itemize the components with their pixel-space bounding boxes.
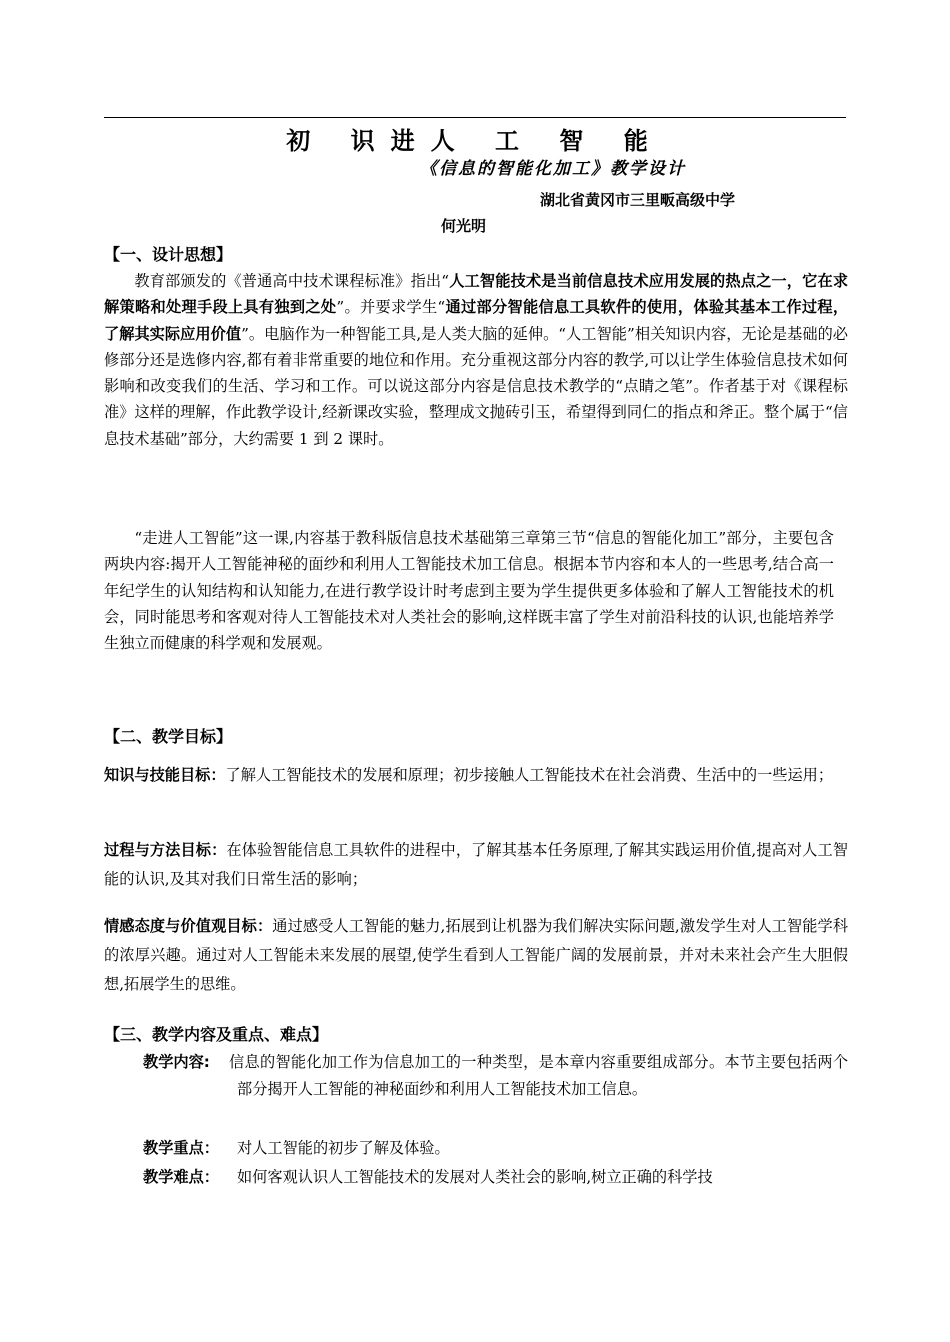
goal-label: 情感态度与价值观目标： xyxy=(104,917,273,935)
row-label: 教学重点： xyxy=(143,1139,219,1157)
header-rule xyxy=(104,117,846,118)
p1-text-c: ”。并要求学生“ xyxy=(336,298,446,317)
goal-label: 知识与技能目标： xyxy=(104,766,226,784)
p1-quote-1: 人工智能技术是当前信息技术应用发展的热点之一，它在求解策略和处理手段上具有独到之处 xyxy=(104,272,849,317)
goal-knowledge xyxy=(104,761,848,790)
section-3-heading: 【三、教学内容及重点、难点】 xyxy=(104,1025,329,1044)
goal-emotion xyxy=(104,912,848,999)
document-subtitle: 《信息的智能化加工》教学设计 xyxy=(420,159,686,179)
section-1-paragraph-1 xyxy=(104,268,848,452)
p1-text-e: ”。电脑作为一种智能工具,是人类大脑的延伸。“人工智能”相关知识内容，无论是基础的必修部分还是选修内容,都有着非常重要的地位和作用。充分重视这部分内容的教学,可以让学生体验信息技术如何影响和改变我们的生活、学习和工作。可以说这部分内容是信息技术教学的“点睛之笔”。作者基于对《课程标准》这样的理解，作此教学设计,经新课改实验，整理成文抛砖引玉，希望得到同仁的指点和斧正。整个属于“信息技术基础”部分，大约需要 1 到 2 课时。 xyxy=(104,324,848,448)
goal-text: 通过感受人工智能的魅力,拓展到让机器为我们解决实际问题,激发学生对人工智能学科的浓厚兴趣。通过对人工智能未来发展的展望,使学生看到人工智能广阔的发展前景，并对未来社会产生大胆假想,拓展学生的思维。 xyxy=(104,917,849,993)
goal-text: 在体验智能信息工具软件的进程中，了解其基本任务原理,了解其实践运用价值,提高对人工智能的认识,及其对我们日常生活的影响； xyxy=(104,841,849,888)
row-text: 信息的智能化加工作为信息加工的一种类型，是本章内容重要组成部分。本节主要包括两个部分揭开人工智能的神秘面纱和利用人工智能技术加工信息。 xyxy=(229,1053,848,1098)
author-name: 何光明 xyxy=(441,217,487,235)
row-label: 教学难点： xyxy=(143,1168,219,1186)
row-label: 教学内容: xyxy=(143,1053,210,1071)
p1-text-a: 教育部颁发的《普通高中技术课程标准》指出“ xyxy=(134,272,450,290)
section-1-paragraph-2: “走进人工智能”这一课,内容基于教科版信息技术基础第三章第三节“信息的智能化加工”部分，主要包含两块内容:揭开人工智能神秘的面纱和利用人工智能技术加工信息。根据本节内容和本人的一些思考,结合高一年纪学生的认知结构和认知能力,在进行教学设计时考虑到主要为学生提供更多体验和了解人工智能技术的机会，同时能思考和客观对待人工智能技术对人类社会的影响,这样既丰富了学生对前沿科技的认识,也能培养学生独立而健康的科学观和发展观。 xyxy=(104,529,834,653)
section-2-heading: 【二、教学目标】 xyxy=(104,727,233,746)
p1-quote-2: 通过部分智能信息工具软件的使用，体验其基本工作过程，了解其实际应用价值 xyxy=(104,298,849,343)
goal-label: 过程与方法目标： xyxy=(104,841,227,859)
row-text: 如何客观认识人工智能技术的发展对人类社会的影响,树立正确的科学技 xyxy=(237,1168,713,1186)
section-1-heading: 【一、设计思想】 xyxy=(104,245,233,264)
row-text: 对人工智能的初步了解及体验。 xyxy=(237,1139,450,1157)
document-title: 初 识进人 工 智 能 xyxy=(286,127,664,155)
author-school: 湖北省黄冈市三里畈高级中学 xyxy=(540,191,736,209)
goal-text: 了解人工智能技术的发展和原理；初步接触人工智能技术在社会消费、生活中的一些运用； xyxy=(225,766,833,784)
goal-process xyxy=(104,836,848,894)
